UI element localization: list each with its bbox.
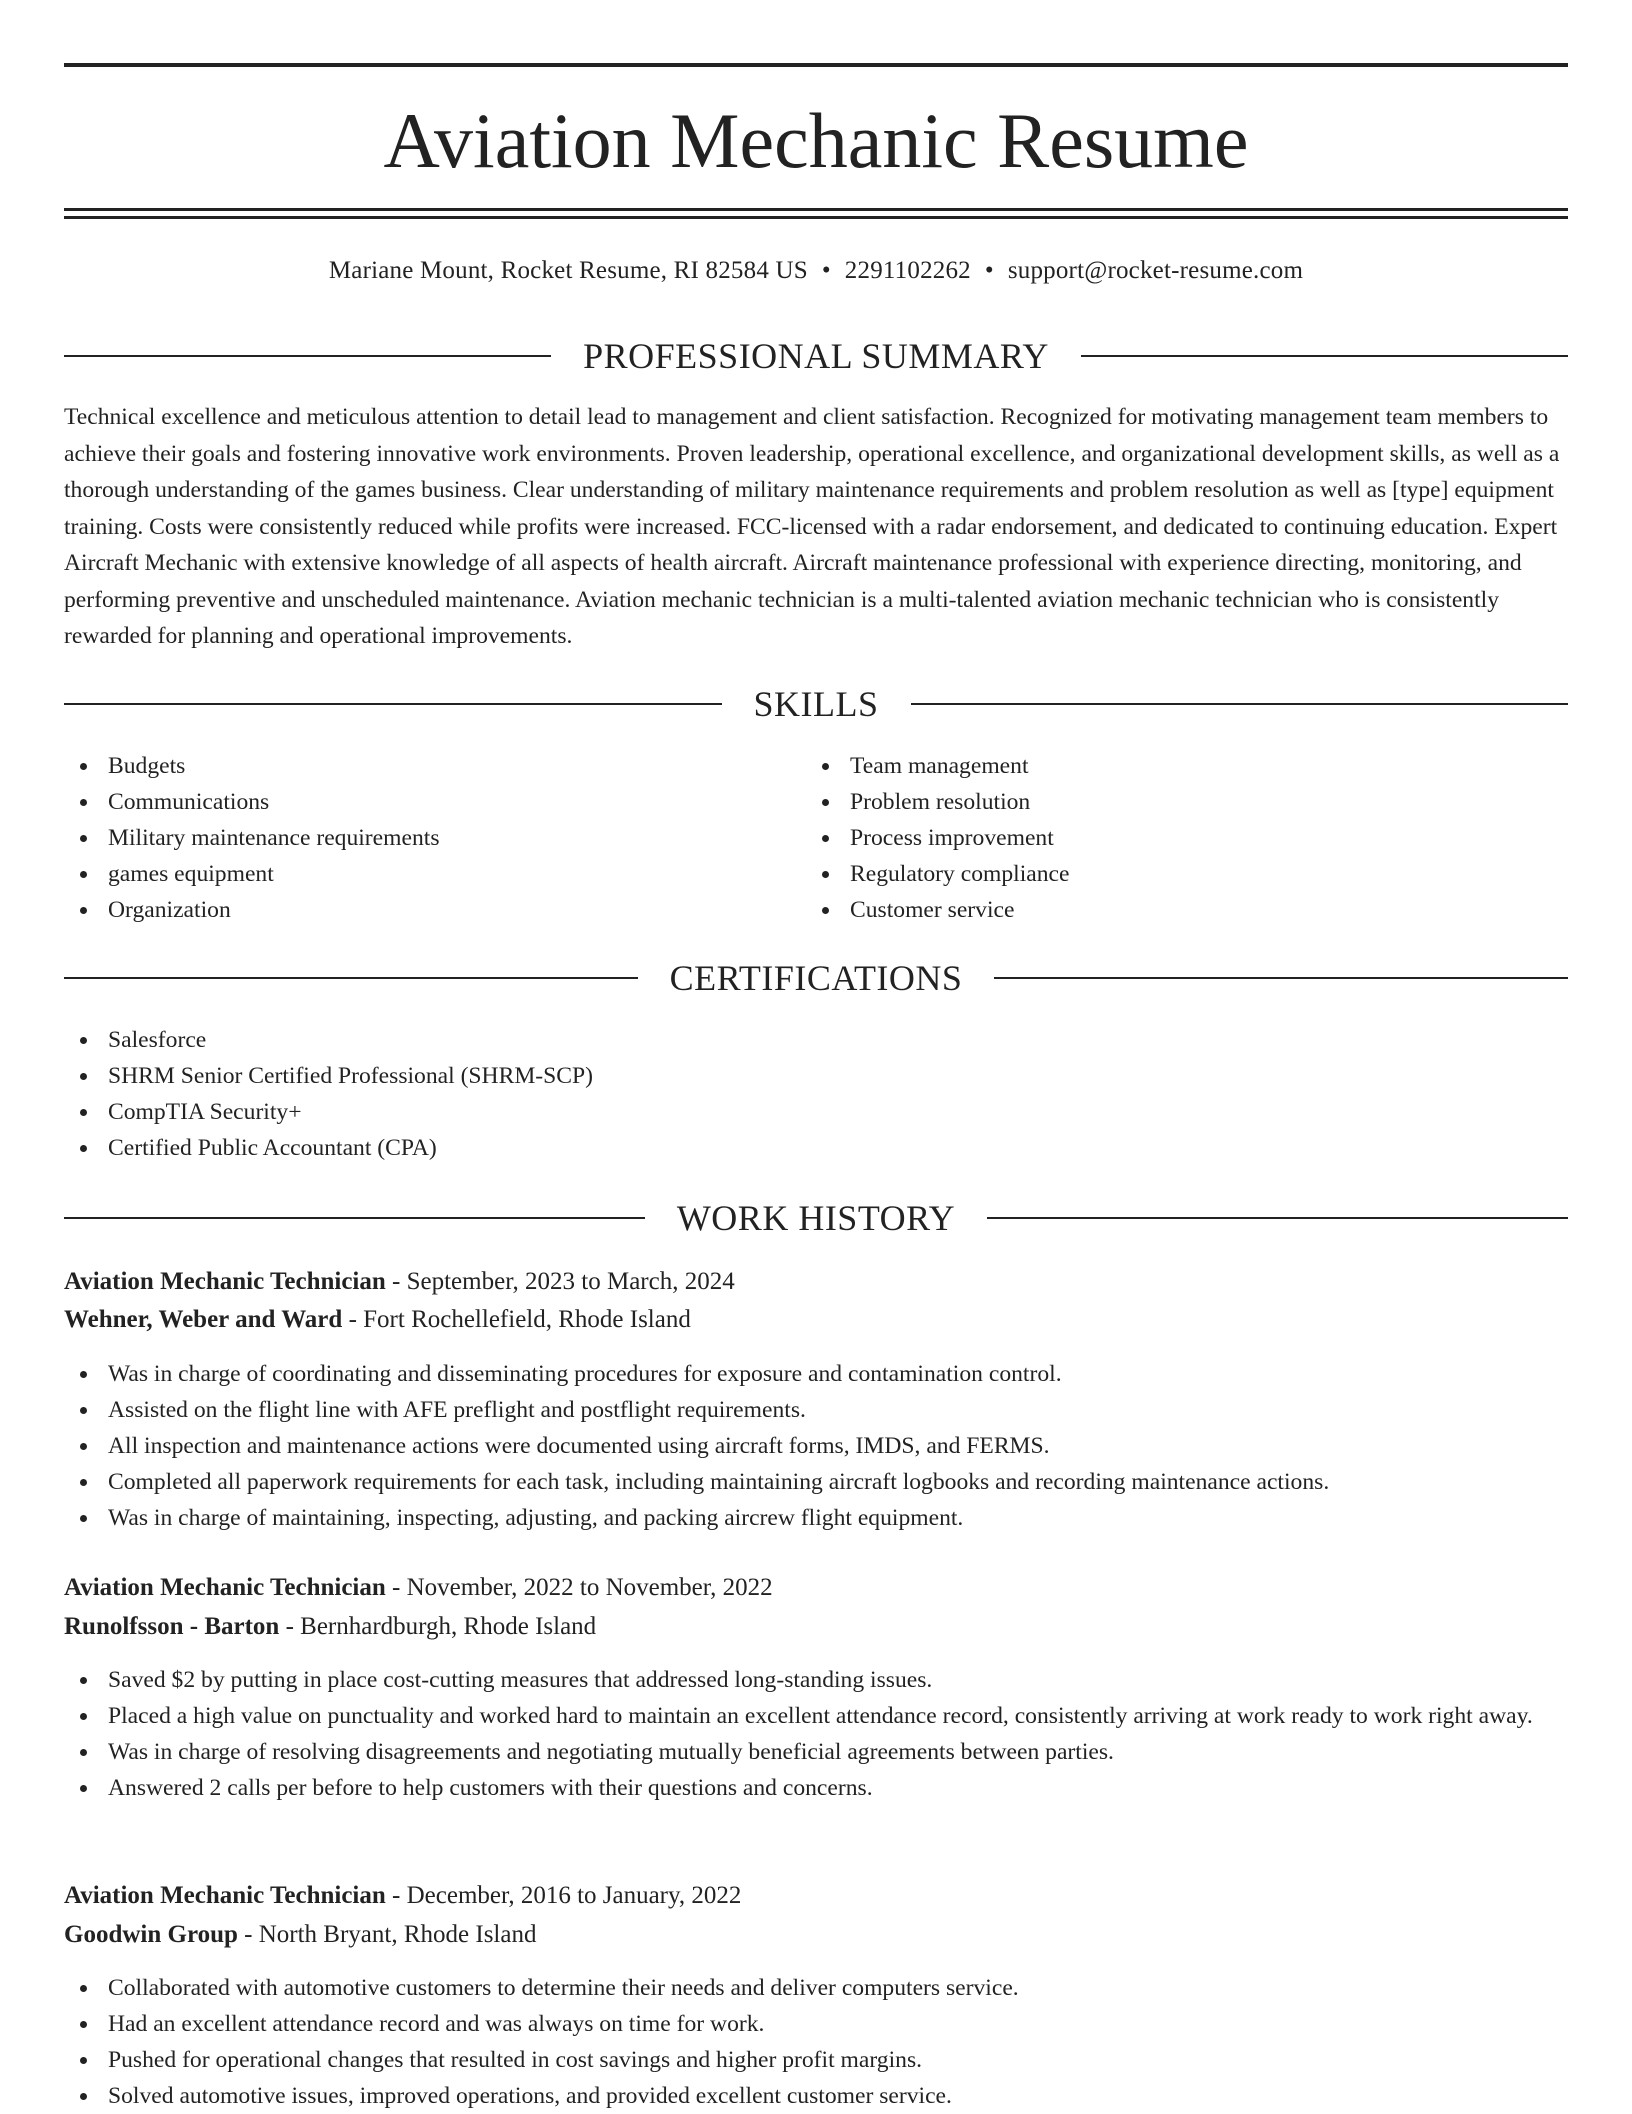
job-company: Goodwin Group xyxy=(64,1921,238,1948)
skill-item: Military maintenance requirements xyxy=(64,820,764,856)
job-bullet: Was in charge of maintaining, inspecting, adjusting, and packing aircrew flight equipment. xyxy=(64,1500,1568,1536)
job-bullet: Saved $2 by putting in place cost-cutting measures that addressed long-standing issues. xyxy=(64,1662,1568,1698)
work-history-heading-label: WORK HISTORY xyxy=(676,1198,956,1238)
job-company-line xyxy=(64,1609,1568,1645)
job-company: Wehner, Weber and Ward xyxy=(64,1306,343,1333)
contact-separator: • xyxy=(984,257,994,284)
job-company: Runolfsson - Barton xyxy=(64,1613,280,1640)
contact-address: Mariane Mount, Rocket Resume, RI 82584 US xyxy=(328,257,808,284)
header-double-rule-lower xyxy=(64,216,1568,219)
job-bullet: Was in charge of coordinating and disseminating procedures for exposure and contamination control. xyxy=(64,1356,1568,1392)
skill-item: games equipment xyxy=(64,856,764,892)
heading-rule-right xyxy=(911,703,1569,705)
job-dates: - December, 2016 to January, 2022 xyxy=(385,1882,742,1909)
heading-rule-left xyxy=(64,355,551,357)
job-bullet: Answered 2 calls per before to help customers with their questions and concerns. xyxy=(64,1770,1568,1806)
header-double-rule-upper xyxy=(64,208,1568,211)
job-location: - Bernhardburgh, Rhode Island xyxy=(279,1613,597,1640)
job-bullet: Assisted on the flight line with AFE preflight and postflight requirements. xyxy=(64,1392,1568,1428)
job-bullets xyxy=(64,1970,1568,2114)
heading-rule-left xyxy=(64,1217,645,1219)
job-company-line xyxy=(64,1917,1568,1953)
job-bullet-list xyxy=(64,1662,1568,1806)
job-title: Aviation Mechanic Technician xyxy=(64,1882,386,1909)
job-company-line xyxy=(64,1302,1568,1338)
skill-item: Team management xyxy=(806,748,1506,784)
heading-rule-left xyxy=(64,977,638,979)
skill-item: Organization xyxy=(64,892,764,928)
summary-section-heading xyxy=(64,334,1568,378)
certification-item: Certified Public Accountant (CPA) xyxy=(64,1130,1568,1166)
skills-left-column xyxy=(64,748,764,928)
heading-rule-right xyxy=(994,977,1568,979)
heading-rule-right xyxy=(987,1217,1568,1219)
job-title-line xyxy=(64,1878,1568,1914)
skill-item: Regulatory compliance xyxy=(806,856,1506,892)
skills-list-right xyxy=(806,748,1506,928)
certification-item: Salesforce xyxy=(64,1022,1568,1058)
skill-item: Process improvement xyxy=(806,820,1506,856)
skills-list-left xyxy=(64,748,764,928)
contact-email: support@rocket-resume.com xyxy=(1007,257,1304,284)
job-bullet: Solved automotive issues, improved operations, and provided excellent customer service. xyxy=(64,2078,1568,2114)
skills-section-heading xyxy=(64,682,1568,726)
job-location: - North Bryant, Rhode Island xyxy=(237,1921,537,1948)
skill-item: Communications xyxy=(64,784,764,820)
certifications-list xyxy=(64,1022,1568,1166)
job-title: Aviation Mechanic Technician xyxy=(64,1268,386,1295)
job-bullet: Completed all paperwork requirements for each task, including maintaining aircraft logbooks and recording maintenance actions. xyxy=(64,1464,1568,1500)
skills-right-column xyxy=(806,748,1506,928)
job-bullet-list xyxy=(64,1356,1568,1536)
certifications-block xyxy=(64,1022,1568,1166)
certification-item: CompTIA Security+ xyxy=(64,1094,1568,1130)
contact-separator: • xyxy=(821,257,831,284)
skill-item: Budgets xyxy=(64,748,764,784)
contact-phone: 2291102262 xyxy=(844,257,971,284)
certifications-section-heading xyxy=(64,956,1568,1000)
summary-text: Technical excellence and meticulous attention to detail lead to management and client satisfaction. Recognized for motivating management team members to achieve their goals and fostering innovative work environments. Proven leadership, operational excellence, and organizational development skills, as well as a thorough understanding of the games business. Clear understanding of military maintenance requirements and problem resolution as well as [type] equipment training. Costs were consistently reduced while profits were increased. FCC-licensed with a radar endorsement, and dedicated to continuing education. Expert Aircraft Mechanic with extensive knowledge of all aspects of health aircraft. Aircraft maintenance professional with experience directing, monitoring, and performing preventive and unscheduled maintenance. Aviation mechanic technician is a multi-talented aviation mechanic technician who is consistently rewarded for planning and operational improvements. xyxy=(64,404,1560,649)
job-bullet: All inspection and maintenance actions were documented using aircraft forms, IMDS, and FERMS. xyxy=(64,1428,1568,1464)
job-bullet: Pushed for operational changes that resulted in cost savings and higher profit margins. xyxy=(64,2042,1568,2078)
job-bullet: Had an excellent attendance record and was always on time for work. xyxy=(64,2006,1568,2042)
certifications-heading-label: CERTIFICATIONS xyxy=(669,958,963,998)
job-location: - Fort Rochellefield, Rhode Island xyxy=(342,1306,691,1333)
skills-heading-label: SKILLS xyxy=(753,684,879,724)
job-bullet: Placed a high value on punctuality and worked hard to maintain an excellent attendance record, consistently arriving at work ready to work right away. xyxy=(64,1698,1568,1734)
heading-rule-right xyxy=(1081,355,1568,357)
job-title: Aviation Mechanic Technician xyxy=(64,1574,386,1601)
resume-title: Aviation Mechanic Resume xyxy=(383,97,1249,184)
job-bullets xyxy=(64,1356,1568,1536)
certification-item: SHRM Senior Certified Professional (SHRM-SCP) xyxy=(64,1058,1568,1094)
job-title-line xyxy=(64,1570,1568,1606)
job-dates: - November, 2022 to November, 2022 xyxy=(385,1574,773,1601)
job-bullet: Collaborated with automotive customers to determine their needs and deliver computers service. xyxy=(64,1970,1568,2006)
job-bullet-list xyxy=(64,1970,1568,2114)
job-dates: - September, 2023 to March, 2024 xyxy=(385,1268,735,1295)
contact-line xyxy=(64,254,1568,288)
header-top-rule xyxy=(64,63,1568,67)
summary-heading-label: PROFESSIONAL SUMMARY xyxy=(583,336,1049,376)
skill-item: Problem resolution xyxy=(806,784,1506,820)
job-bullet: Was in charge of resolving disagreements and negotiating mutually beneficial agreements between parties. xyxy=(64,1734,1568,1770)
skill-item: Customer service xyxy=(806,892,1506,928)
heading-rule-left xyxy=(64,703,722,705)
work-history-section-heading xyxy=(64,1196,1568,1240)
job-bullets xyxy=(64,1662,1568,1806)
job-title-line xyxy=(64,1264,1568,1300)
